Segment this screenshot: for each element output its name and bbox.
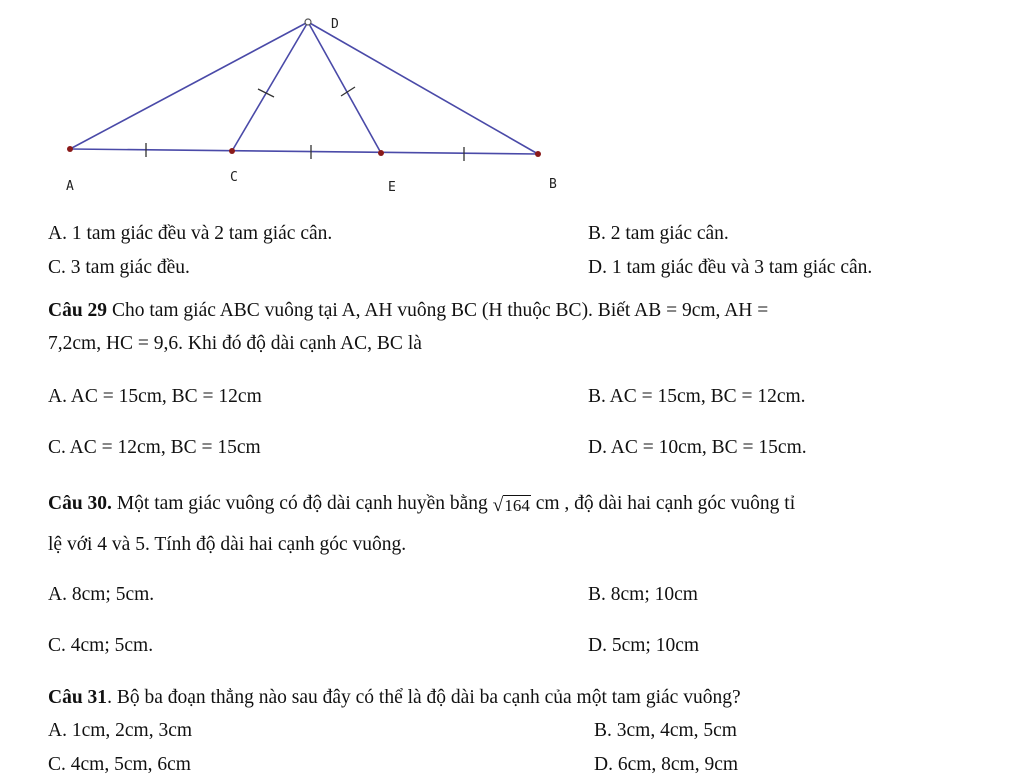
q30-text-1b: cm , độ dài hai cạnh góc vuông tỉ [530,493,796,514]
q29-option-d[interactable]: D. AC = 10cm, BC = 15cm. [588,437,807,458]
segment-db [308,22,538,154]
q29-text-1: Cho tam giác ABC vuông tại A, AH vuông BC (H thuộc BC). Biết AB = 9cm, AH = [107,300,769,321]
tick-dc [258,89,274,97]
segment-de [308,22,381,153]
label-c: C [230,170,238,185]
q30-question-line2: lệ với 4 và 5. Tính độ dài hai cạnh góc vuông. [48,534,407,555]
q29-option-a[interactable]: A. AC = 15cm, BC = 12cm [48,386,262,407]
q30-option-c[interactable]: C. 4cm; 5cm. [48,635,154,656]
point-e [378,150,384,156]
segment-dc [232,22,308,151]
sqrt-radicand: 164 [504,496,530,515]
q31-option-c[interactable]: C. 4cm, 5cm, 6cm [48,754,191,775]
segment-ad [70,22,308,149]
q28-option-a[interactable]: A. 1 tam giác đều và 2 tam giác cân. [48,223,333,244]
label-d: D [331,17,339,32]
q30-option-a[interactable]: A. 8cm; 5cm. [48,584,155,605]
q28-option-c[interactable]: C. 3 tam giác đều. [48,257,190,278]
q30-question-line1 [48,492,795,518]
q28-option-d[interactable]: D. 1 tam giác đều và 3 tam giác cân. [588,257,873,278]
q30-option-d[interactable]: D. 5cm; 10cm [588,635,700,656]
q29-label: Câu 29 [48,300,108,321]
q31-option-a[interactable]: A. 1cm, 2cm, 3cm [48,720,193,741]
radical-sign-icon: √ [492,495,504,516]
point-d [305,19,311,25]
triangle-diagram [0,0,600,205]
sqrt-expression [493,494,531,518]
q31-option-d[interactable]: D. 6cm, 8cm, 9cm [594,754,739,775]
label-a: A [66,179,74,194]
point-a [67,146,73,152]
q30-text-1a: Một tam giác vuông có độ dài cạnh huyền bằng [111,493,493,514]
q30-label: Câu 30. [48,493,112,514]
q31-label: Câu 31 [48,687,108,708]
label-b: B [549,177,557,192]
label-e: E [388,180,396,195]
point-b [535,151,541,157]
q29-option-c[interactable]: C. AC = 12cm, BC = 15cm [48,437,261,458]
q31-text-1: . Bộ ba đoạn thẳng nào sau đây có thể là độ dài ba cạnh của một tam giác vuông? [107,687,741,708]
q31-question [48,686,741,710]
q30-option-b[interactable]: B. 8cm; 10cm [588,584,698,605]
q29-question-line2: 7,2cm, HC = 9,6. Khi đó độ dài cạnh AC, BC là [48,333,422,354]
segment-ab [70,149,538,154]
q29-option-b[interactable]: B. AC = 15cm, BC = 12cm. [588,386,806,407]
q31-option-b[interactable]: B. 3cm, 4cm, 5cm [594,720,737,741]
q28-option-b[interactable]: B. 2 tam giác cân. [588,223,729,244]
q29-question-line1 [48,299,768,323]
point-c [229,148,235,154]
